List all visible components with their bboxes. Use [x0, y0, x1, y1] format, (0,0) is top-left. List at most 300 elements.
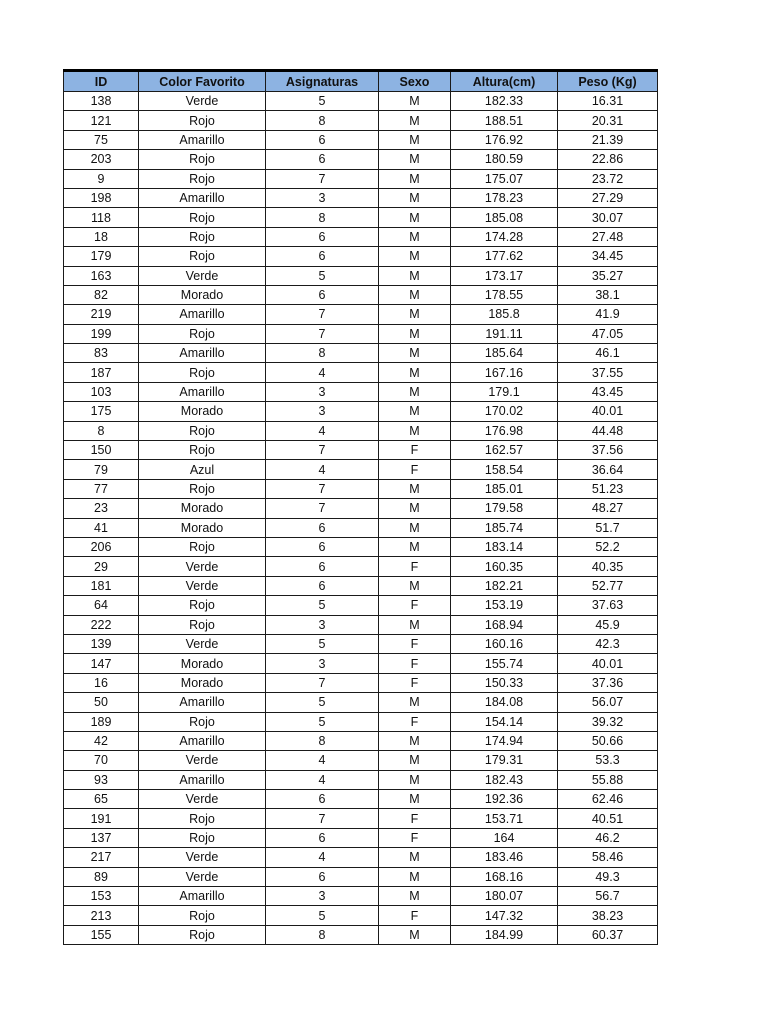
cell-altura: 162.57 [451, 441, 558, 460]
table-row [64, 848, 658, 867]
cell-sexo: M [379, 111, 451, 130]
cell-asignaturas: 4 [266, 751, 379, 770]
cell-color-favorito: Verde [139, 576, 266, 595]
cell-asignaturas: 8 [266, 925, 379, 944]
cell-altura: 179.1 [451, 382, 558, 401]
table-row [64, 421, 658, 440]
cell-altura: 192.36 [451, 790, 558, 809]
table-row [64, 169, 658, 188]
table-row [64, 150, 658, 169]
table-row [64, 266, 658, 285]
cell-asignaturas: 5 [266, 634, 379, 653]
cell-sexo: M [379, 615, 451, 634]
cell-peso: 47.05 [558, 324, 658, 343]
cell-color-favorito: Amarillo [139, 770, 266, 789]
cell-id: 16 [64, 673, 139, 692]
cell-color-favorito: Morado [139, 654, 266, 673]
cell-altura: 150.33 [451, 673, 558, 692]
cell-sexo: M [379, 285, 451, 304]
table-row [64, 188, 658, 207]
cell-peso: 58.46 [558, 848, 658, 867]
cell-id: 64 [64, 596, 139, 615]
cell-asignaturas: 8 [266, 344, 379, 363]
table-row [64, 770, 658, 789]
cell-altura: 184.99 [451, 925, 558, 944]
cell-sexo: M [379, 324, 451, 343]
cell-color-favorito: Rojo [139, 809, 266, 828]
cell-sexo: M [379, 751, 451, 770]
cell-altura: 182.43 [451, 770, 558, 789]
cell-asignaturas: 6 [266, 247, 379, 266]
cell-asignaturas: 5 [266, 266, 379, 285]
cell-color-favorito: Rojo [139, 208, 266, 227]
cell-asignaturas: 6 [266, 828, 379, 847]
cell-color-favorito: Amarillo [139, 887, 266, 906]
cell-id: 77 [64, 479, 139, 498]
cell-asignaturas: 6 [266, 867, 379, 886]
cell-color-favorito: Rojo [139, 247, 266, 266]
cell-peso: 40.35 [558, 557, 658, 576]
cell-asignaturas: 5 [266, 906, 379, 925]
cell-color-favorito: Verde [139, 751, 266, 770]
cell-asignaturas: 6 [266, 227, 379, 246]
cell-altura: 155.74 [451, 654, 558, 673]
table-row [64, 130, 658, 149]
cell-id: 23 [64, 499, 139, 518]
cell-id: 187 [64, 363, 139, 382]
table-row [64, 518, 658, 537]
cell-id: 147 [64, 654, 139, 673]
cell-altura: 178.55 [451, 285, 558, 304]
cell-id: 137 [64, 828, 139, 847]
cell-peso: 56.7 [558, 887, 658, 906]
table-row [64, 344, 658, 363]
cell-asignaturas: 3 [266, 654, 379, 673]
cell-id: 199 [64, 324, 139, 343]
cell-id: 203 [64, 150, 139, 169]
cell-asignaturas: 7 [266, 809, 379, 828]
table-row [64, 906, 658, 925]
cell-altura: 185.64 [451, 344, 558, 363]
cell-color-favorito: Amarillo [139, 344, 266, 363]
cell-color-favorito: Morado [139, 402, 266, 421]
cell-id: 153 [64, 887, 139, 906]
cell-color-favorito: Rojo [139, 596, 266, 615]
cell-altura: 158.54 [451, 460, 558, 479]
cell-sexo: M [379, 92, 451, 111]
spreadsheet-page [63, 69, 658, 945]
cell-id: 79 [64, 460, 139, 479]
cell-altura: 178.23 [451, 188, 558, 207]
cell-id: 41 [64, 518, 139, 537]
cell-sexo: F [379, 906, 451, 925]
cell-id: 70 [64, 751, 139, 770]
cell-peso: 40.01 [558, 654, 658, 673]
cell-asignaturas: 7 [266, 169, 379, 188]
cell-peso: 37.63 [558, 596, 658, 615]
cell-asignaturas: 6 [266, 285, 379, 304]
table-row [64, 887, 658, 906]
cell-asignaturas: 8 [266, 111, 379, 130]
cell-peso: 45.9 [558, 615, 658, 634]
cell-altura: 154.14 [451, 712, 558, 731]
cell-altura: 177.62 [451, 247, 558, 266]
cell-peso: 27.48 [558, 227, 658, 246]
cell-altura: 182.21 [451, 576, 558, 595]
cell-id: 217 [64, 848, 139, 867]
cell-color-favorito: Verde [139, 848, 266, 867]
cell-color-favorito: Amarillo [139, 731, 266, 750]
table-row [64, 499, 658, 518]
cell-asignaturas: 5 [266, 596, 379, 615]
cell-id: 155 [64, 925, 139, 944]
cell-peso: 21.39 [558, 130, 658, 149]
cell-peso: 55.88 [558, 770, 658, 789]
cell-peso: 16.31 [558, 92, 658, 111]
table-row [64, 925, 658, 944]
cell-color-favorito: Amarillo [139, 305, 266, 324]
cell-peso: 27.29 [558, 188, 658, 207]
cell-sexo: M [379, 266, 451, 285]
cell-id: 219 [64, 305, 139, 324]
cell-color-favorito: Rojo [139, 925, 266, 944]
cell-sexo: M [379, 188, 451, 207]
cell-altura: 147.32 [451, 906, 558, 925]
cell-altura: 170.02 [451, 402, 558, 421]
cell-sexo: M [379, 169, 451, 188]
cell-sexo: M [379, 848, 451, 867]
cell-peso: 40.01 [558, 402, 658, 421]
cell-altura: 188.51 [451, 111, 558, 130]
cell-peso: 53.3 [558, 751, 658, 770]
cell-asignaturas: 4 [266, 421, 379, 440]
table-row [64, 479, 658, 498]
table-row [64, 751, 658, 770]
cell-asignaturas: 4 [266, 848, 379, 867]
cell-color-favorito: Amarillo [139, 693, 266, 712]
table-row [64, 324, 658, 343]
cell-asignaturas: 6 [266, 557, 379, 576]
cell-id: 139 [64, 634, 139, 653]
cell-color-favorito: Rojo [139, 828, 266, 847]
table-row [64, 828, 658, 847]
cell-color-favorito: Verde [139, 266, 266, 285]
table-row [64, 557, 658, 576]
cell-id: 191 [64, 809, 139, 828]
cell-peso: 50.66 [558, 731, 658, 750]
cell-asignaturas: 6 [266, 518, 379, 537]
cell-id: 189 [64, 712, 139, 731]
cell-color-favorito: Verde [139, 557, 266, 576]
header-sexo: Sexo [379, 71, 451, 92]
table-row [64, 731, 658, 750]
cell-sexo: F [379, 809, 451, 828]
table-row [64, 615, 658, 634]
cell-id: 93 [64, 770, 139, 789]
cell-altura: 174.28 [451, 227, 558, 246]
table-row [64, 790, 658, 809]
data-table [63, 69, 658, 945]
cell-id: 163 [64, 266, 139, 285]
table-row [64, 305, 658, 324]
cell-altura: 173.17 [451, 266, 558, 285]
cell-sexo: F [379, 460, 451, 479]
table-row [64, 654, 658, 673]
cell-sexo: M [379, 344, 451, 363]
header-row [64, 71, 658, 92]
cell-color-favorito: Rojo [139, 537, 266, 556]
cell-sexo: M [379, 305, 451, 324]
table-row [64, 208, 658, 227]
cell-asignaturas: 3 [266, 887, 379, 906]
cell-peso: 60.37 [558, 925, 658, 944]
cell-asignaturas: 5 [266, 693, 379, 712]
table-row [64, 382, 658, 401]
cell-color-favorito: Verde [139, 92, 266, 111]
cell-peso: 41.9 [558, 305, 658, 324]
cell-asignaturas: 7 [266, 673, 379, 692]
cell-id: 213 [64, 906, 139, 925]
cell-sexo: M [379, 693, 451, 712]
cell-peso: 37.36 [558, 673, 658, 692]
cell-color-favorito: Rojo [139, 227, 266, 246]
cell-sexo: F [379, 634, 451, 653]
cell-sexo: M [379, 518, 451, 537]
cell-sexo: F [379, 557, 451, 576]
cell-asignaturas: 5 [266, 92, 379, 111]
cell-altura: 180.07 [451, 887, 558, 906]
cell-sexo: M [379, 421, 451, 440]
cell-color-favorito: Amarillo [139, 382, 266, 401]
cell-sexo: M [379, 363, 451, 382]
cell-altura: 182.33 [451, 92, 558, 111]
cell-id: 103 [64, 382, 139, 401]
cell-color-favorito: Rojo [139, 615, 266, 634]
cell-altura: 164 [451, 828, 558, 847]
table-row [64, 867, 658, 886]
cell-id: 29 [64, 557, 139, 576]
cell-peso: 56.07 [558, 693, 658, 712]
cell-color-favorito: Morado [139, 673, 266, 692]
cell-altura: 183.14 [451, 537, 558, 556]
cell-peso: 49.3 [558, 867, 658, 886]
cell-altura: 153.19 [451, 596, 558, 615]
cell-peso: 38.1 [558, 285, 658, 304]
table-row [64, 441, 658, 460]
cell-asignaturas: 3 [266, 382, 379, 401]
cell-altura: 184.08 [451, 693, 558, 712]
cell-id: 179 [64, 247, 139, 266]
cell-asignaturas: 6 [266, 790, 379, 809]
cell-peso: 36.64 [558, 460, 658, 479]
cell-id: 175 [64, 402, 139, 421]
cell-color-favorito: Verde [139, 790, 266, 809]
cell-color-favorito: Rojo [139, 712, 266, 731]
cell-color-favorito: Rojo [139, 421, 266, 440]
cell-altura: 185.01 [451, 479, 558, 498]
cell-id: 89 [64, 867, 139, 886]
cell-peso: 22.86 [558, 150, 658, 169]
table-row [64, 809, 658, 828]
cell-id: 9 [64, 169, 139, 188]
cell-sexo: F [379, 673, 451, 692]
cell-color-favorito: Amarillo [139, 130, 266, 149]
cell-asignaturas: 3 [266, 615, 379, 634]
cell-sexo: M [379, 576, 451, 595]
cell-altura: 185.74 [451, 518, 558, 537]
cell-asignaturas: 6 [266, 150, 379, 169]
table-row [64, 634, 658, 653]
cell-altura: 180.59 [451, 150, 558, 169]
cell-altura: 160.16 [451, 634, 558, 653]
cell-color-favorito: Verde [139, 634, 266, 653]
cell-id: 82 [64, 285, 139, 304]
cell-sexo: M [379, 402, 451, 421]
cell-asignaturas: 3 [266, 402, 379, 421]
cell-color-favorito: Morado [139, 518, 266, 537]
cell-color-favorito: Rojo [139, 111, 266, 130]
cell-color-favorito: Rojo [139, 363, 266, 382]
cell-color-favorito: Morado [139, 499, 266, 518]
cell-sexo: M [379, 537, 451, 556]
cell-id: 18 [64, 227, 139, 246]
cell-sexo: F [379, 654, 451, 673]
cell-sexo: F [379, 596, 451, 615]
cell-peso: 46.2 [558, 828, 658, 847]
cell-peso: 51.7 [558, 518, 658, 537]
header-asignaturas: Asignaturas [266, 71, 379, 92]
table-row [64, 537, 658, 556]
cell-altura: 174.94 [451, 731, 558, 750]
cell-asignaturas: 4 [266, 363, 379, 382]
cell-altura: 179.58 [451, 499, 558, 518]
cell-peso: 23.72 [558, 169, 658, 188]
table-row [64, 363, 658, 382]
cell-sexo: M [379, 925, 451, 944]
cell-altura: 168.16 [451, 867, 558, 886]
cell-asignaturas: 8 [266, 731, 379, 750]
cell-id: 65 [64, 790, 139, 809]
cell-altura: 168.94 [451, 615, 558, 634]
cell-altura: 185.08 [451, 208, 558, 227]
cell-id: 50 [64, 693, 139, 712]
cell-asignaturas: 3 [266, 188, 379, 207]
cell-peso: 30.07 [558, 208, 658, 227]
cell-sexo: M [379, 887, 451, 906]
cell-sexo: M [379, 227, 451, 246]
header-id: ID [64, 71, 139, 92]
header-color-favorito: Color Favorito [139, 71, 266, 92]
cell-sexo: M [379, 208, 451, 227]
cell-peso: 40.51 [558, 809, 658, 828]
cell-color-favorito: Rojo [139, 906, 266, 925]
cell-sexo: M [379, 770, 451, 789]
cell-sexo: M [379, 130, 451, 149]
cell-peso: 38.23 [558, 906, 658, 925]
cell-altura: 176.92 [451, 130, 558, 149]
cell-altura: 175.07 [451, 169, 558, 188]
cell-peso: 43.45 [558, 382, 658, 401]
cell-color-favorito: Rojo [139, 150, 266, 169]
table-row [64, 712, 658, 731]
cell-id: 118 [64, 208, 139, 227]
cell-sexo: M [379, 479, 451, 498]
cell-color-favorito: Azul [139, 460, 266, 479]
cell-peso: 20.31 [558, 111, 658, 130]
cell-altura: 179.31 [451, 751, 558, 770]
cell-asignaturas: 4 [266, 770, 379, 789]
cell-peso: 37.56 [558, 441, 658, 460]
cell-sexo: F [379, 712, 451, 731]
cell-id: 8 [64, 421, 139, 440]
table-row [64, 92, 658, 111]
cell-asignaturas: 7 [266, 441, 379, 460]
cell-color-favorito: Morado [139, 285, 266, 304]
cell-id: 150 [64, 441, 139, 460]
cell-sexo: M [379, 790, 451, 809]
cell-altura: 153.71 [451, 809, 558, 828]
cell-altura: 185.8 [451, 305, 558, 324]
cell-peso: 51.23 [558, 479, 658, 498]
cell-peso: 48.27 [558, 499, 658, 518]
cell-sexo: M [379, 867, 451, 886]
cell-peso: 46.1 [558, 344, 658, 363]
cell-color-favorito: Verde [139, 867, 266, 886]
table-row [64, 402, 658, 421]
cell-asignaturas: 4 [266, 460, 379, 479]
cell-sexo: M [379, 382, 451, 401]
cell-color-favorito: Rojo [139, 479, 266, 498]
cell-sexo: M [379, 499, 451, 518]
table-row [64, 576, 658, 595]
cell-asignaturas: 8 [266, 208, 379, 227]
cell-altura: 160.35 [451, 557, 558, 576]
cell-asignaturas: 6 [266, 130, 379, 149]
cell-peso: 37.55 [558, 363, 658, 382]
cell-id: 222 [64, 615, 139, 634]
table-row [64, 247, 658, 266]
header-altura: Altura(cm) [451, 71, 558, 92]
cell-asignaturas: 6 [266, 537, 379, 556]
cell-altura: 176.98 [451, 421, 558, 440]
cell-color-favorito: Rojo [139, 169, 266, 188]
cell-peso: 62.46 [558, 790, 658, 809]
table-row [64, 227, 658, 246]
cell-peso: 35.27 [558, 266, 658, 285]
table-row [64, 111, 658, 130]
cell-id: 198 [64, 188, 139, 207]
cell-sexo: M [379, 150, 451, 169]
cell-color-favorito: Rojo [139, 324, 266, 343]
cell-altura: 191.11 [451, 324, 558, 343]
cell-asignaturas: 7 [266, 499, 379, 518]
cell-peso: 52.2 [558, 537, 658, 556]
cell-asignaturas: 7 [266, 324, 379, 343]
cell-color-favorito: Rojo [139, 441, 266, 460]
cell-asignaturas: 7 [266, 479, 379, 498]
cell-asignaturas: 5 [266, 712, 379, 731]
table-row [64, 673, 658, 692]
cell-id: 75 [64, 130, 139, 149]
cell-asignaturas: 6 [266, 576, 379, 595]
cell-id: 206 [64, 537, 139, 556]
cell-altura: 183.46 [451, 848, 558, 867]
cell-peso: 42.3 [558, 634, 658, 653]
cell-sexo: M [379, 247, 451, 266]
header-peso: Peso (Kg) [558, 71, 658, 92]
cell-peso: 52.77 [558, 576, 658, 595]
cell-altura: 167.16 [451, 363, 558, 382]
